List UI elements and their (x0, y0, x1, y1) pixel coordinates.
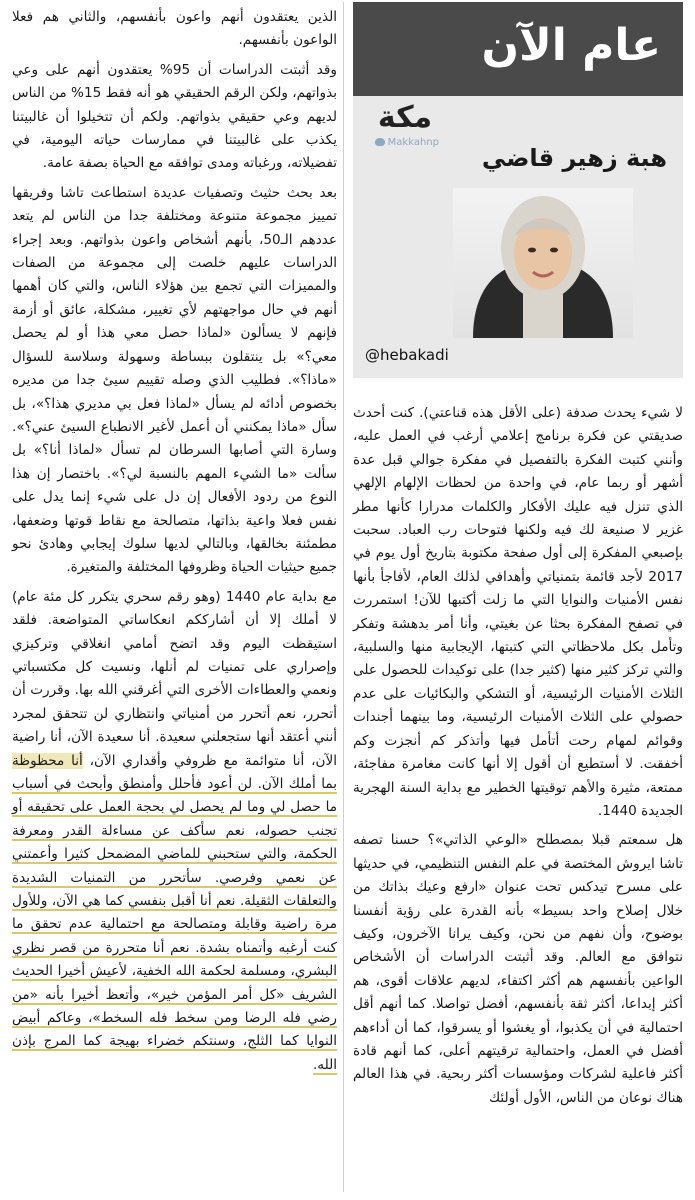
right-text-column (353, 402, 683, 1116)
author-name: هبة زهير قاضي (481, 144, 667, 172)
left-text-column (12, 6, 337, 1083)
paragraph: لا شيء يحدث صدفة (على الأقل هذه قناعتي). كنت أحدث صديقتي عن فكرة برنامج إعلامي أرغب في العمل عليه، وأنني كتبت الفكرة بالتفصيل في مفكرة جوالي قبل عدة أشهر أو ربما عام، في واحدة من لحظات الإلهام الإلهي الذي تنزل فيه عليك الأفكار والكلمات مدرارا كأنها مطر غزير لا صنيعة لك فيه ولكنها فتوحات رب العباد. سحبت بإصبعي المفكرة إلى أول صفحة مكتوبة بتاريخ أول يوم في 2017 لأجد قائمة بتمنياتي وأهدافي لذلك العام، لأفاجأ بأنها نفس الأمنيات والنوايا التي ما زلت أكتبها للآن! استمررت في تصفح المفكرة بحثا عن بغيتي، وأنا أمر بدهشة وتفكر وتأمل بكل ملاحظاتي التي كتبتها، الإيجابية منها والسلبية، والتي تركز كثير منها (كثير جدا) على توكيدات للحصول على الثلاث الأمنيات الرئيسية، أو التشكي والبكائيات على عدم حصولي على الثلاث الأمنيات الرئيسية، وما بينهما أجندات وقوائم لمهام رحت أتأمل فيها وأتذكر كم أنجزت وكم أخفقت. لا أستطيع أن أقول إلا أنها كانت مغامرة مفاجئة، ممتعة، مثيرة والأهم توقيتها الخطير مع بداية السنة الهجرية الجديدة 1440. (353, 405, 683, 819)
column-header-panel (353, 2, 683, 378)
author-photo (453, 188, 633, 338)
logo-handle (375, 137, 439, 148)
paragraph: الذين يعتقدون أنهم واعون بأنفسهم، والثاني هم فعلا الواعون بأنفسهم. (12, 9, 337, 49)
underlined-passage: بما أملك الآن. لن أعود فأحلل وأمنطق وأبحث في أسباب ما حصل لي وما لم يحصل لي بحجة العمل على تحقيقه أو تجنب حصوله، نعم سأكف عن مساءلة القدر ومعرفة الحكمة، والتي ستحبني للماضي المضمحل كثيرا وأعمتني عن نعمي وفرصي. سأتحرر من التمنيات الشديدة والتعلقات الثقيلة. نعم أنا أقبل بنفسي كما هي الآن، وللأول مرة راضية وقابلة ومتصالحة مع احتمالية عدم تحقق ما كنت أرغبه وأتمناه بشدة. نعم أنا متحررة من قصر نظري البشري، ومسلمة لحكمة الله الخفية، لأعيش أخيرا الحديث الشريف «كل أمر المؤمن خير»، وأتعظ أخيرا بأنه «من رضي فله الرضا ومن سخط فله السخط»، وعاكم أبيض النوايا كما الثلج، وسنتكم خضراء بهيجة كما المرج بإذن الله. (12, 776, 337, 1073)
logo-text: مكة (377, 100, 433, 135)
paragraph: بعد بحث حثيث وتصفيات عديدة استطاعت تاشا وفريقها تمييز مجموعة متنوعة ومختلفة جدا من الناس لم يتعد عددهم الـ50، بأنهم أشخاص واعون بذواتهم. وبعد إجراء الدراسات عليهم خلصت إلى مجموعة من الصفات والمميزات التي تجمع بين هؤلاء الناس، والتي كان أهمها أنهم في حال مواجهتهم لأي تغيير، مشكلة، عائق أو أزمة فإنهم لا يسألون «لماذا حصل معي هذا أو لم يحصل معي؟» بل ينتقلون ببساطة وسهولة وسلاسة للسؤال «ماذا؟». فطليب الذي وصله تقييم سيئ جدا من مديره بخصوص أدائه لم يسأل «لماذا فعل بي مديري هذا؟»، بل سأل «ماذا يمكنني أن أعمل لأغير الانطباع السيئ عني؟». وسارة التي أصابها السرطان لم تسأل «لماذا أنا؟» بل سألت «ما الشيء المهم بالنسبة لي؟». باختصار إن هذا النوع من ردود الأفعال إن دل على شيء إنما يدل على نفس فعلا واعية بذاتها، متصالحة مع نقاط قوتها وضعفها، مطمئنة بخالقها، وبالتالي لديها سلوك إيجابي وهادئ نحو جميع حيثيات الحياة وظروفها المختلفة والمتغيرة. (12, 184, 337, 576)
section-title: عام الآن (481, 20, 661, 71)
paragraph-text: مع بداية عام 1440 (وهو رقم سحري يتكرر كل مئة عام) لا أملك إلا أن أشارككم انعكاساتي المتواضعة. فلقد استيقظت اليوم وقد اتضح أمامي انغلاقي وتركيزي وإصراري على تمنيات لم أنلها، ونسيت كل مكتسباتي ونعمي والعطاءات الأخرى التي أغرقني الله بها. وقررت أن أتحرر، نعم أتحرر من أمنياتي وانتظاري لن تتحقق لمجرد أنني أعتقد أنها ستجعلني سعيدة. أنا سعيدة الآن، أنا راضية الآن، أنا متوائمة مع ظروفي وأقداري الآن، (12, 588, 338, 769)
section-header (353, 2, 683, 96)
logo-handle-text: Makkahnp (387, 137, 439, 148)
author-twitter-handle: @hebakadi (365, 346, 449, 364)
highlighted-phrase: أنا محظوظة (12, 752, 83, 769)
paragraph (12, 586, 337, 1078)
paragraph: هل سمعتم قبلا بمصطلح «الوعي الذاتي»؟ حسنا تصفه تاشا ايروش المختصة في علم النفس التنظيمي، في حديثها على مسرح تيدكس تحت عنوان «ارفع وعيك بذاتك من خلال إصلاح واحد بسيط» بأنه القدرة على رؤية أنفسنا بوضوح، وأن نفهم من نحن، وكيف يرانا الآخرون، وكيف نتوافق مع العالم. وقد أثبتت الدراسات أن الأشخاص الواعين بأنفسهم هم أكثر اكتفاء، لديهم علاقات أقوى، هم أكثر إبداعا، أكثر ثقة بأنفسهم، أفضل تواصلا. كما أنهم أقل احتمالية في أن يكذبوا، أو يغشوا أو يسرقوا، كما أن أداءهم أفضل في العمل، واحتمالية ترقيتهم أعلى، كما أنهم قادة أكثر فاعلية لشركات ومؤسسات أكثر ربحية. في هذا العالم هناك نوعان من الناس، الأول أولئك (353, 832, 683, 1106)
makkah-logo (375, 97, 435, 135)
paragraph: وقد أثبتت الدراسات أن 95% يعتقدون أنهم على وعي بذواتهم، ولكن الرقم الحقيقي هو أنه فقط 15% من الناس لديهم وعي حقيقي بذواتهم. ولكم أن تتخيلوا أن غالبيتنا يكذب على غالبيتنا في ممارسات حياته اليومية، في تفضيلاته، ورغباته ومدى توافقه مع الحياة بصفة عامة. (12, 61, 337, 172)
column-divider (343, 2, 344, 1192)
twitter-icon (375, 138, 385, 146)
